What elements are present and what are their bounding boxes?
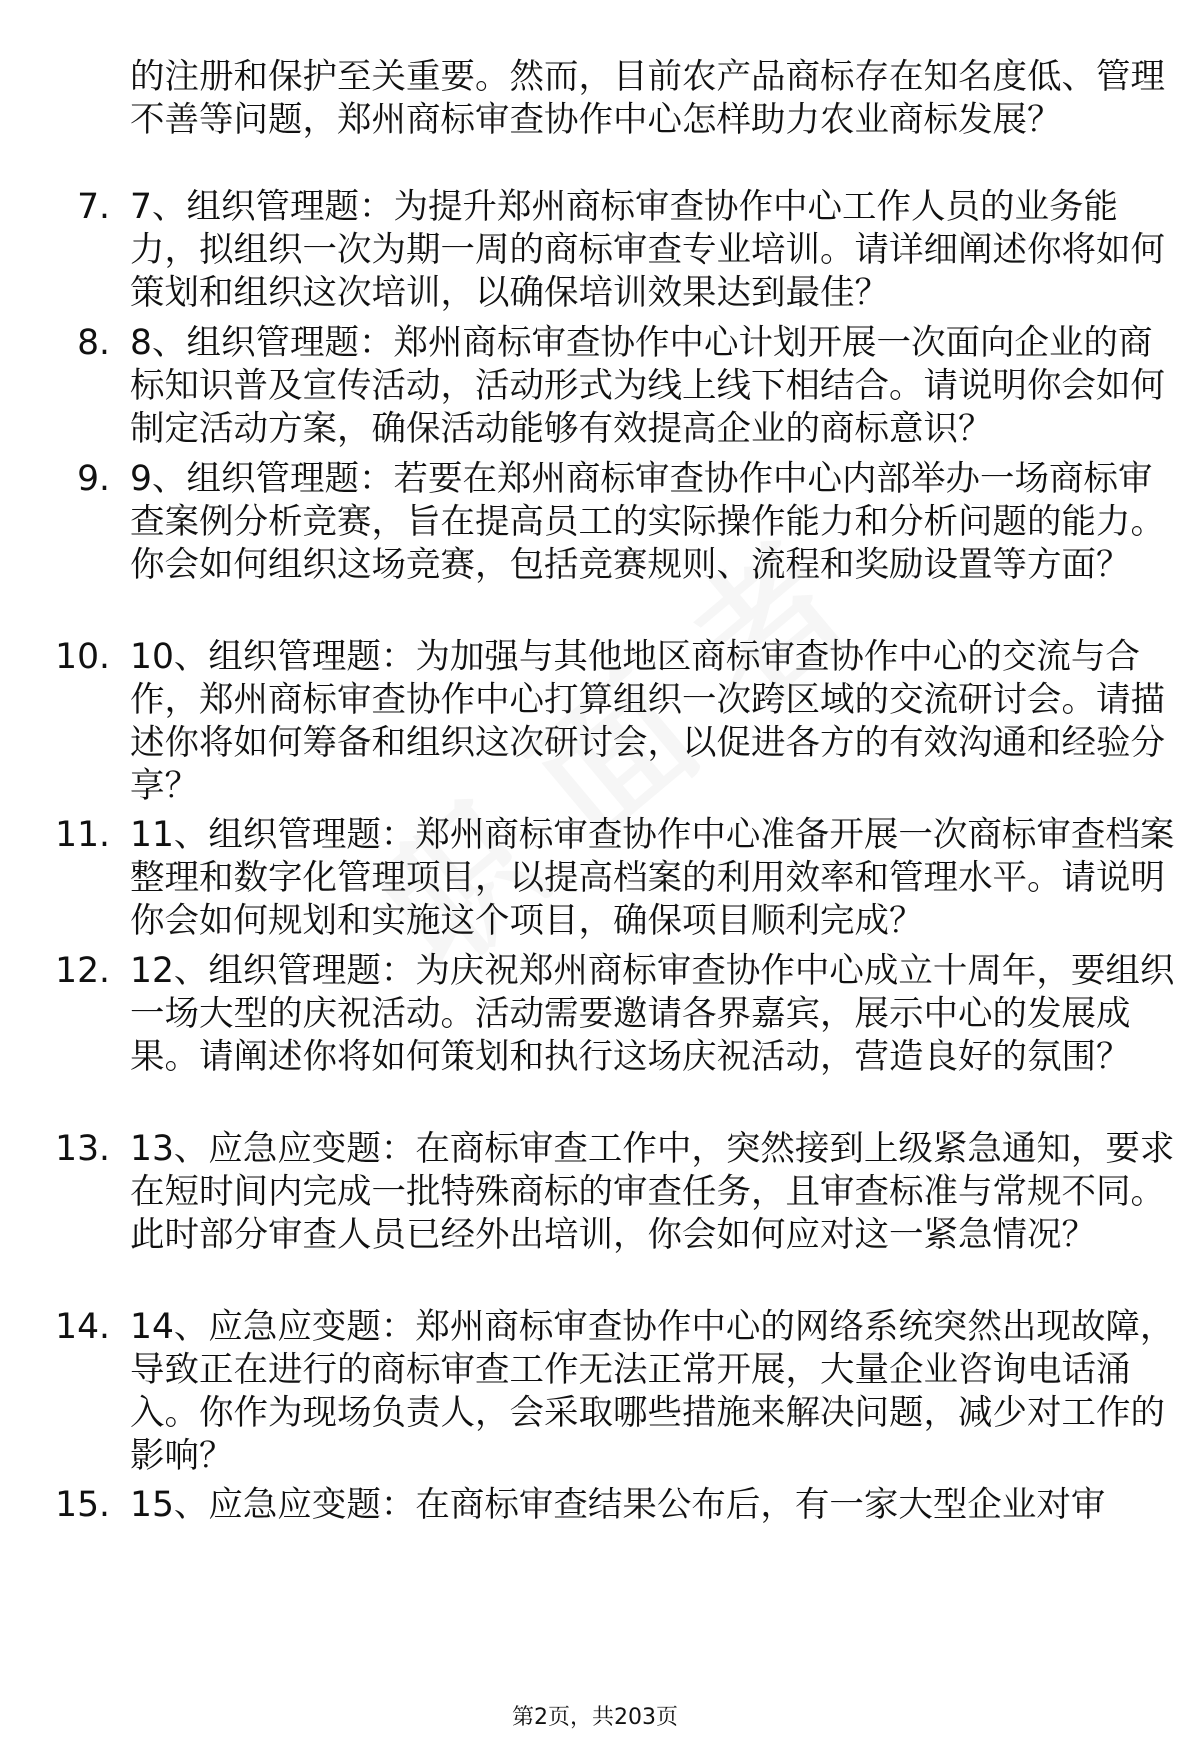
question-number: 7.	[77, 187, 110, 227]
question-number: 13.	[55, 1129, 110, 1169]
question-text: 8、组织管理题：郑州商标审查协作中心计划开展一次面向企业的商标知识普及宣传活动，活动形式为线上线下相结合。请说明你会如何制定活动方案，确保活动能够有效提高企业的商标意识？	[130, 323, 1165, 449]
question-text: 11、组织管理题：郑州商标审查协作中心准备开展一次商标审查档案整理和数字化管理项目，以提高档案的利用效率和管理水平。请说明你会如何规划和实施这个项目，确保项目顺利完成？	[130, 815, 1175, 941]
question-number: 9.	[77, 459, 110, 499]
question-text: 15、应急应变题：在商标审查结果公布后，有一家大型企业对审	[130, 1485, 1106, 1525]
question-number: 15.	[55, 1485, 110, 1525]
intro-paragraph: 的注册和保护至关重要。然而，目前农产品商标存在知名度低、管理不善等问题，郑州商标审查协作中心怎样助力农业商标发展？	[130, 57, 1165, 140]
question-text: 10、组织管理题：为加强与其他地区商标审查协作中心的交流与合作，郑州商标审查协作中心打算组织一次跨区域的交流研讨会。请描述你将如何筹备和组织这次研讨会，以促进各方的有效沟通和经验分享？	[130, 637, 1165, 806]
question-text: 14、应急应变题：郑州商标审查协作中心的网络系统突然出现故障，导致正在进行的商标审查工作无法正常开展，大量企业咨询电话涌入。你作为现场负责人，会采取哪些措施来解决问题，减少对工作的影响？	[130, 1307, 1175, 1476]
question-number: 12.	[55, 951, 110, 991]
question-number: 11.	[55, 815, 110, 855]
question-text: 9、组织管理题：若要在郑州商标审查协作中心内部举办一场商标审查案例分析竞赛，旨在提高员工的实际操作能力和分析问题的能力。你会如何组织这场竞赛，包括竞赛规则、流程和奖励设置等方面？	[130, 459, 1165, 585]
question-text: 7、组织管理题：为提升郑州商标审查协作中心工作人员的业务能力，拟组织一次为期一周的商标审查专业培训。请详细阐述你将如何策划和组织这次培训，以确保培训效果达到最佳？	[130, 187, 1165, 313]
question-number: 10.	[55, 637, 110, 677]
question-text: 13、应急应变题：在商标审查工作中，突然接到上级紧急通知，要求在短时间内完成一批特殊商标的审查任务，且审查标准与常规不同。此时部分审查人员已经外出培训，你会如何应对这一紧急情况？	[130, 1129, 1175, 1255]
page-footer: 第2页，共203页	[512, 1705, 678, 1730]
question-number: 8.	[77, 323, 110, 363]
question-number: 14.	[55, 1307, 110, 1347]
question-text: 12、组织管理题：为庆祝郑州商标审查协作中心成立十周年，要组织一场大型的庆祝活动。活动需要邀请各界嘉宾，展示中心的发展成果。请阐述你将如何策划和执行这场庆祝活动，营造良好的氛围？	[130, 951, 1175, 1077]
